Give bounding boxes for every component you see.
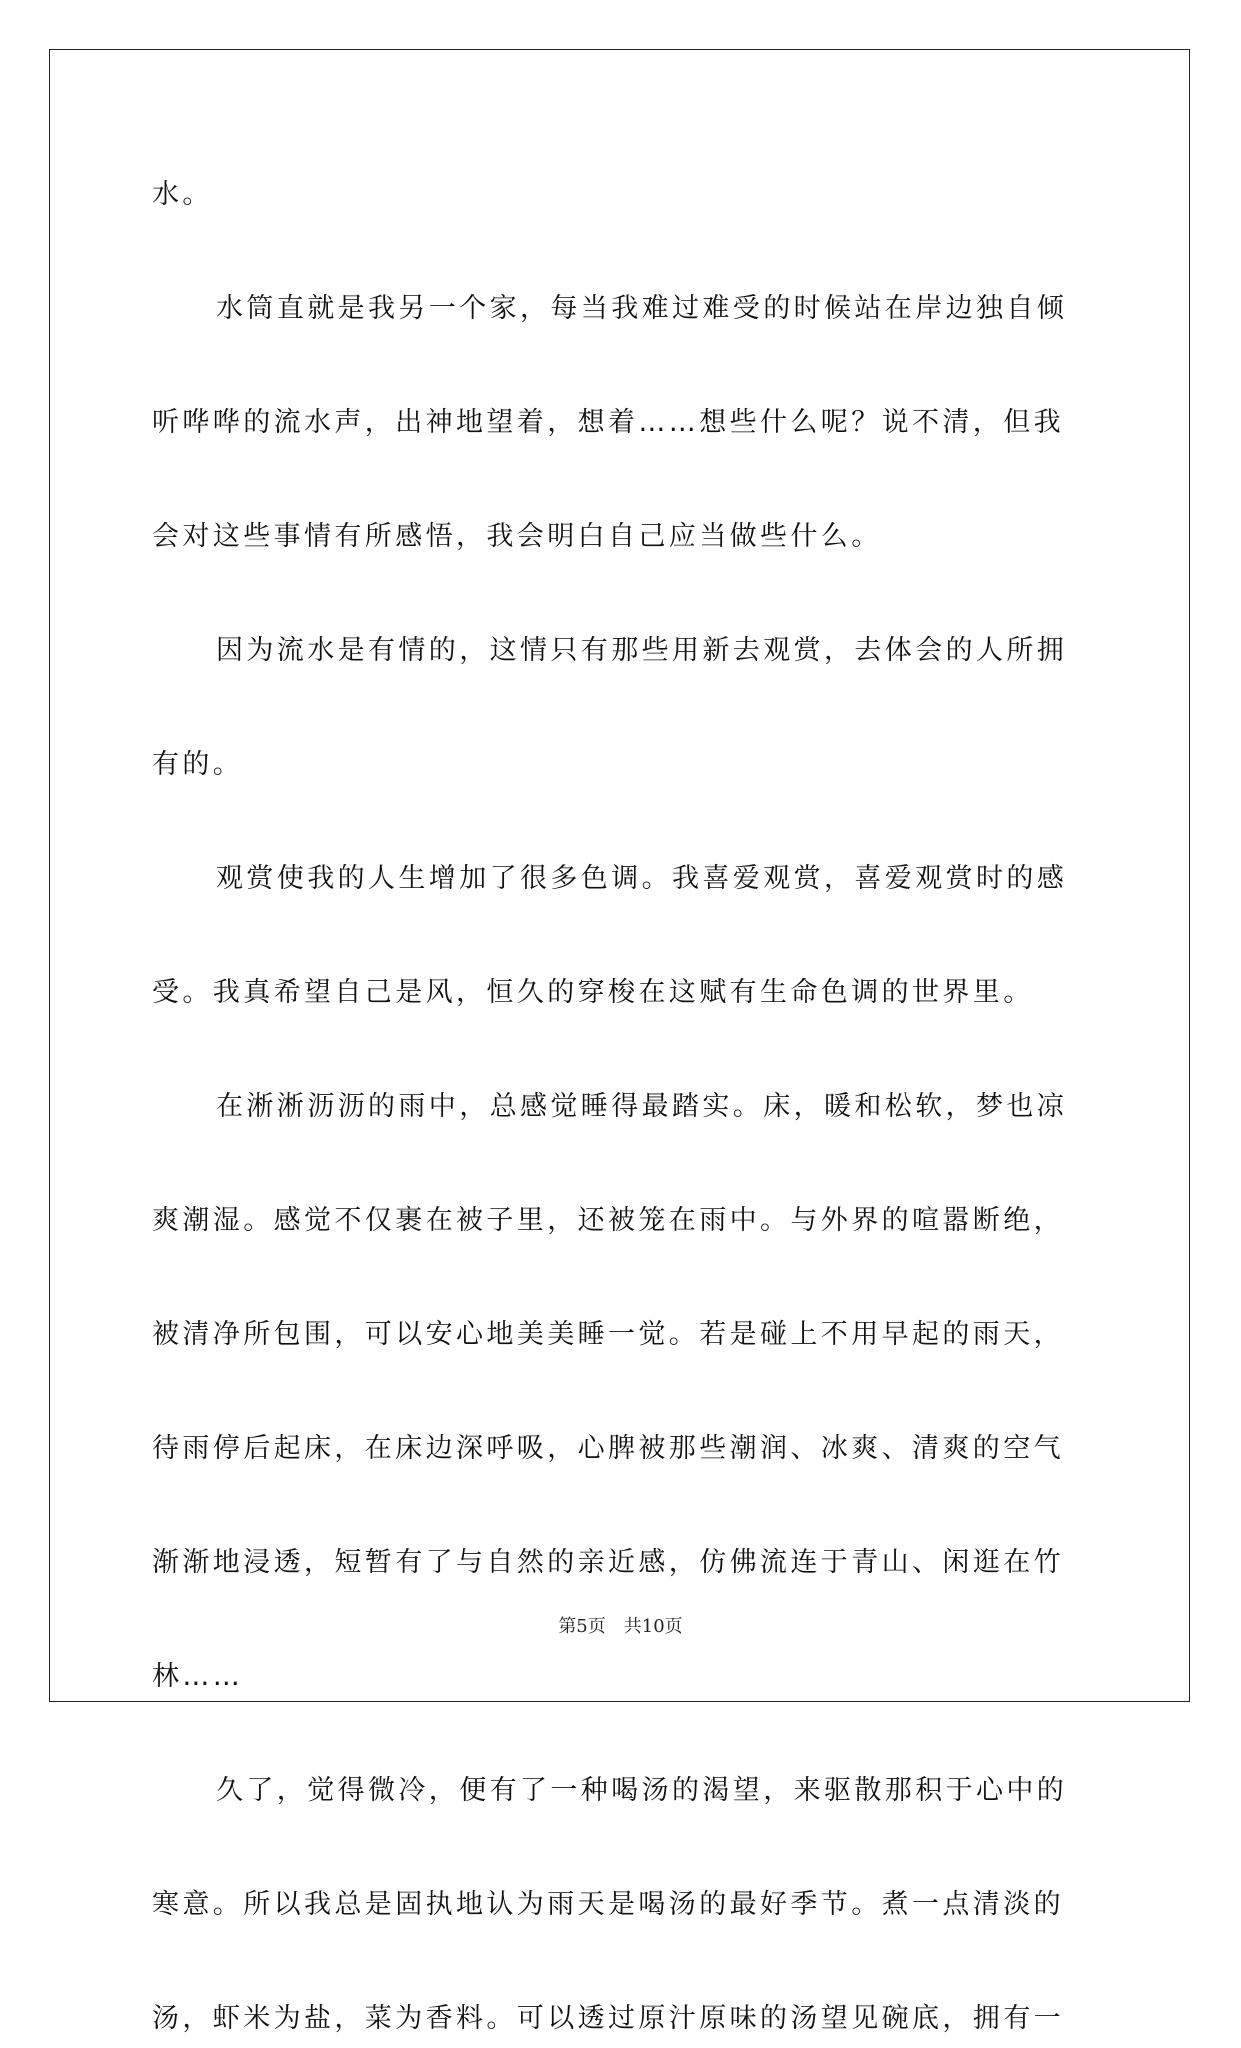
paragraph-line: 观赏使我的人生增加了很多色调。我喜爱观赏，喜爱观赏时的感	[216, 863, 1068, 894]
paragraph-line: 听哗哗的流水声，出神地望着，想着……想些什么呢？说不清，但我	[152, 407, 1064, 438]
paragraph-line: 寒意。所以我总是固执地认为雨天是喝汤的最好季节。煮一点清淡的	[152, 1889, 1064, 1920]
paragraph-line: 汤，虾米为盐，菜为香料。可以透过原汁原味的汤望见碗底，拥有一	[152, 2003, 1064, 2034]
paragraph-line: 久了，觉得微冷，便有了一种喝汤的渴望，来驱散那积于心中的	[216, 1775, 1068, 1806]
document-body	[152, 166, 1092, 2048]
paragraph-line: 在淅淅沥沥的雨中，总感觉睡得最踏实。床，暖和松软，梦也凉	[216, 1091, 1068, 1122]
paragraph-line: 有的。	[152, 749, 244, 780]
paragraph-line: 因为流水是有情的，这情只有那些用新去观赏，去体会的人所拥	[216, 635, 1068, 666]
paragraph-line: 会对这些事情有所感悟，我会明白自己应当做些什么。	[152, 521, 882, 552]
paragraph-line: 待雨停后起床，在床边深呼吸，心脾被那些潮润、冰爽、清爽的空气	[152, 1433, 1064, 1464]
paragraph-line: 渐渐地浸透，短暂有了与自然的亲近感，仿佛流连于青山、闲逛在竹	[152, 1547, 1064, 1578]
paragraph-line: 被清净所包围，可以安心地美美睡一觉。若是碰上不用早起的雨天，	[152, 1319, 1064, 1350]
paragraph-line: 受。我真希望自己是风，恒久的穿梭在这赋有生命色调的世界里。	[152, 977, 1034, 1008]
page-number-footer: 第5页 共10页	[558, 1616, 683, 1637]
paragraph-line: 林……	[152, 1661, 244, 1692]
paragraph-line: 水。	[152, 179, 213, 210]
paragraph-line: 爽潮湿。感觉不仅裹在被子里，还被笼在雨中。与外界的喧嚣断绝，	[152, 1205, 1064, 1236]
paragraph-line: 水筒直就是我另一个家，每当我难过难受的时候站在岸边独自倾	[216, 293, 1068, 324]
